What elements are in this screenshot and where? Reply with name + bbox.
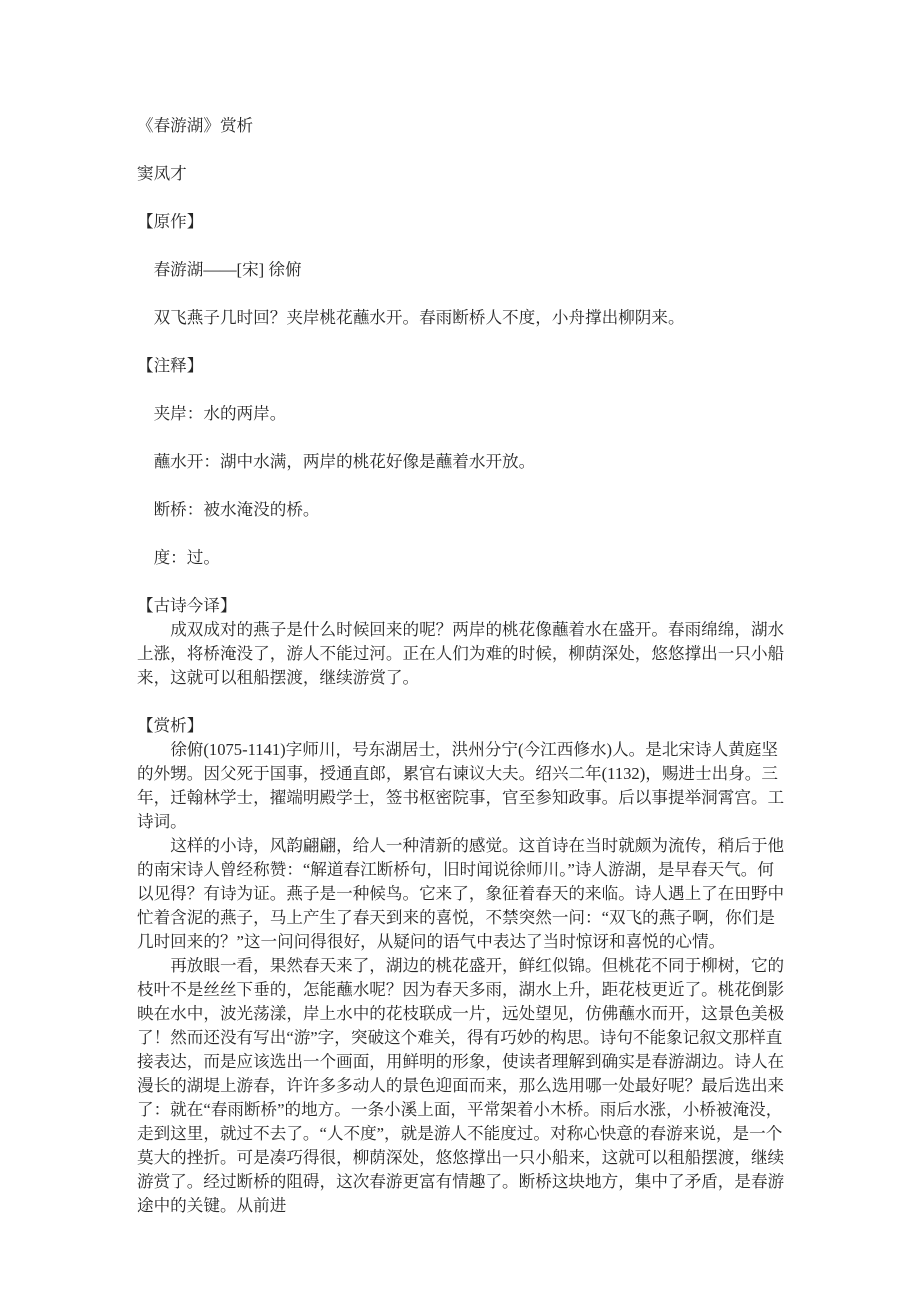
analysis-paragraph: 这样的小诗，风韵翩翩，给人一种清新的感觉。这首诗在当时就颇为流传，稍后于他的南宋诗人曾经称赞：“解道春江断桥句，旧时闻说徐师川。”诗人游湖，是早春天气。何以见得？有诗为证。燕子是一种候鸟。它来了，象征着春天的来临。诗人遇上了在田野中忙着含泥的燕子，马上产生了春天到来的喜悦，不禁突然一问：“双飞的燕子啊，你们是几时回来的？”这一问问得很好，从疑问的语气中表达了当时惊讶和喜悦的心情。 — [137, 836, 785, 951]
analysis-paragraph: 再放眼一看，果然春天来了，湖边的桃花盛开，鲜红似锦。但桃花不同于柳树，它的枝叶不是丝丝下垂的，怎能蘸水呢？因为春天多雨，湖水上升，距花枝更近了。桃花倒影映在水中，波光荡漾，岸上水中的花枝联成一片，远处望见，仿佛蘸水而开，这景色美极了！然而还没有写出“游”字，突破这个难关，得有巧妙的构思。诗句不能象记叙文那样直接表达，而是应该选出一个画面，用鲜明的形象，使读者理解到确实是春游湖边。诗人在漫长的湖堤上游春，许许多多动人的景色迎面而来，那么选用哪一处最好呢？最后选出来了：就在“春雨断桥”的地方。一条小溪上面，平常架着小木桥。雨后水涨，小桥被淹没，走到这里，就过不去了。“人不度”，就是游人不能度过。对称心快意的春游来说，是一个莫大的挫折。可是凑巧得很，柳荫深处，悠悠撑出一只小船来，这就可以租船摆渡，继续游赏了。经过断桥的阻碍，这次春游更富有情趣了。断桥这块地方，集中了矛盾，是春游途中的关键。从前进 — [137, 956, 785, 1215]
note-item: 夹岸：水的两岸。 — [153, 404, 287, 423]
translation-paragraph: 成双成对的燕子是什么时候回来的呢？两岸的桃花像蘸着水在盛开。春雨绵绵，湖水上涨，将桥淹没了，游人不能过河。正在人们为难的时候，柳荫深处，悠悠撑出一只小船来，这就可以租船摆渡，继续游赏了。 — [137, 620, 785, 687]
poem-text: 双飞燕子几时回？夹岸桃花蘸水开。春雨断桥人不度，小舟撑出柳阴来。 — [153, 308, 685, 327]
author-name: 窦凤才 — [137, 164, 187, 183]
section-heading-original: 【原作】 — [137, 212, 204, 231]
analysis-paragraph: 徐俯(1075-1141)字师川，号东湖居士，洪州分宁(今江西修水)人。是北宋诗人黄庭坚的外甥。因父死于国事，授通直郎，累官右谏议大夫。绍兴二年(1132)，赐进士出身。三年，迁翰林学士，擢端明殿学士，签书枢密院事，官至参知政事。后以事提举洞霄宫。工诗词。 — [137, 740, 785, 831]
document-page — [137, 114, 788, 1218]
poem-title-line: 春游湖——[宋] 徐俯 — [153, 260, 302, 279]
note-item: 度：过。 — [153, 548, 220, 567]
note-item: 蘸水开：湖中水满，两岸的桃花好像是蘸着水开放。 — [153, 452, 536, 471]
section-heading-translation: 【古诗今译】 — [137, 596, 237, 615]
note-item: 断桥：被水淹没的桥。 — [153, 500, 320, 519]
page-title: 《春游湖》赏析 — [137, 116, 254, 135]
section-heading-notes: 【注释】 — [137, 356, 204, 375]
section-heading-analysis: 【赏析】 — [137, 716, 204, 735]
